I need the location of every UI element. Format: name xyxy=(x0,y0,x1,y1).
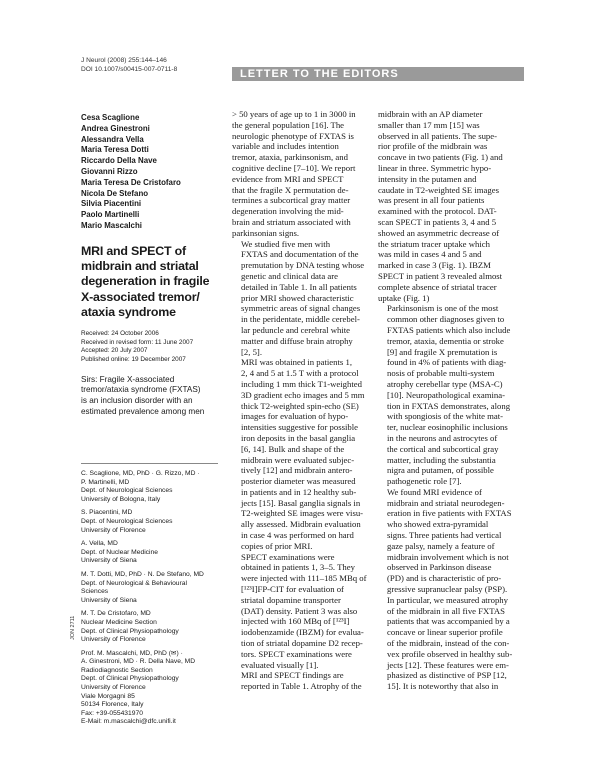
affiliation-line: P. Martinelli, MD xyxy=(81,478,130,486)
text-line: T2-weighted SE images were visu- xyxy=(241,508,364,519)
body-column-2 xyxy=(232,109,377,692)
text-line: striatal dopamine transporter xyxy=(241,594,341,605)
text-line: was present in all four patients xyxy=(378,195,485,206)
text-line: in the peridentate, middle cerebel- xyxy=(241,314,360,325)
front-matter-column xyxy=(81,113,225,418)
affiliation-line: Dept. of Neurological Sciences xyxy=(81,517,173,525)
text-line: degeneration involving the mid- xyxy=(232,206,344,217)
published-date: Published online: 19 December 2007 xyxy=(81,356,186,364)
text-line: detailed in Table 1. In all patients xyxy=(241,281,357,292)
text-line: ally assessed. Midbrain evaluation xyxy=(241,519,361,530)
text-line: jects [12]. These features were em- xyxy=(387,659,509,670)
text-line: copies of prior MRI. xyxy=(241,540,313,551)
affiliation-line: Viale Morgagni 85 xyxy=(81,692,135,700)
affiliation-line: Dept. of Neurological & Behavioural xyxy=(81,579,187,587)
text-line: estimated prevalence among men xyxy=(81,407,205,417)
text-line: tremor, ataxia, parkinsonism, and xyxy=(232,152,348,163)
body-paragraph xyxy=(232,239,377,358)
text-line: cognitive decline [7–10]. We report xyxy=(232,162,356,173)
text-line: marked in case 3 (Fig. 1). IBZM xyxy=(378,260,491,271)
title-line: ataxia syndrome xyxy=(81,304,176,319)
text-line: neurologic phenotype of FXTAS is xyxy=(232,130,354,141)
affiliation-line: A. Ginestroni, MD · R. Della Nave, MD xyxy=(81,658,196,666)
text-line: of the midbrain in all five FXTAS xyxy=(387,605,506,616)
text-line: [9] and fragile X premutation is xyxy=(387,346,498,357)
text-line: > 50 years of age up to 1 in 3000 in xyxy=(232,109,356,119)
text-line: concave in two patients (Fig. 1) and xyxy=(378,152,503,163)
text-line: jects [15]. Basal ganglia signals in xyxy=(241,497,361,508)
text-line: of the midbrain, instead of the con- xyxy=(387,638,510,649)
text-line: midbrain with an AP diameter xyxy=(378,109,483,119)
text-line: gaze palsy, namely a feature of xyxy=(387,540,495,551)
text-line: patients that was accompanied by a xyxy=(387,616,510,627)
title-line: X-associated tremor/ xyxy=(81,289,200,304)
body-paragraph xyxy=(378,109,523,303)
affiliation-line: Nuclear Medicine Section xyxy=(81,618,157,626)
author-name: Paolo Martinelli xyxy=(81,210,140,220)
author-name: Alessandra Vella xyxy=(81,134,144,144)
affiliation-block xyxy=(81,650,221,727)
text-line: FXTAS patients which also include xyxy=(387,324,511,335)
author-name: Giovanni Rizzo xyxy=(81,166,138,176)
text-line: prior MRI showed characteristic xyxy=(241,292,354,303)
affiliation-line: S. Piacentini, MD xyxy=(81,509,133,517)
text-line: the striatum tracer uptake which xyxy=(378,238,490,249)
title-line: degeneration in fragile xyxy=(81,274,210,289)
text-line: posterior diameter was measured xyxy=(241,476,356,487)
text-line: including 1 mm thick T1-weighted xyxy=(241,378,362,389)
affiliation-block xyxy=(81,509,221,535)
affiliation-line: University of Florence xyxy=(81,684,146,692)
text-line: symmetric areas of signal changes xyxy=(241,303,361,314)
side-code: JON 2711 xyxy=(70,615,76,640)
affiliation-line: E-Mail: m.mascalchi@dfc.unifi.it xyxy=(81,718,176,726)
affiliation-line: Dept. of Clinical Physiopathology xyxy=(81,627,179,635)
text-line: midbrain were evaluated subjec- xyxy=(241,454,355,465)
text-line: [10]. Neuropathological examina- xyxy=(387,389,505,400)
affiliation-line: University of Siena xyxy=(81,596,137,604)
affiliation-divider xyxy=(81,463,218,464)
text-line: examined with the protocol. DAT- xyxy=(378,206,497,217)
text-line: in patients and in 12 healthy sub- xyxy=(241,486,357,497)
text-line: thick T2-weighted spin-echo (SE) xyxy=(241,400,359,411)
text-line: Sirs: Fragile X-associated xyxy=(81,374,175,384)
affiliation-line: M. T. De Cristofaro, MD xyxy=(81,610,151,618)
text-line: showed an asymmetric decrease of xyxy=(378,227,500,238)
text-line: [¹²³I]FP-CIT for evaluation of xyxy=(241,584,344,595)
text-line: was mild in cases 4 and 5 and xyxy=(378,249,482,260)
citation-line: J Neurol (2008) 255:144–146 xyxy=(81,57,167,64)
affiliation-line: 50134 Florence, Italy xyxy=(81,701,144,709)
text-line: 2, 4 and 5 at 1.5 T with a protocol xyxy=(241,368,359,379)
text-line: common other diagnoses given to xyxy=(387,314,505,325)
text-line: iron deposits in the basal ganglia xyxy=(241,432,356,443)
text-line: tively [12] and midbrain antero- xyxy=(241,465,353,476)
text-line: parkinsonian signs. xyxy=(232,227,300,238)
text-line: iodobenzamide (IBZM) for evalua- xyxy=(241,627,364,638)
affiliation-line: University of Florence xyxy=(81,526,146,534)
text-line: the general population [16]. The xyxy=(232,119,345,130)
body-paragraph xyxy=(378,487,523,692)
text-line: reported in Table 1. Atrophy of the xyxy=(241,681,362,692)
text-line: matter and diffuse brain atrophy xyxy=(241,335,353,346)
text-line: Parkinsonism is one of the most xyxy=(387,303,499,314)
text-line: nosis of probable multi-system xyxy=(387,368,495,379)
text-line: intensities suggestive for possible xyxy=(241,422,359,433)
affiliation-line: University of Florence xyxy=(81,636,146,644)
text-line: evidence from MRI and SPECT xyxy=(232,173,344,184)
text-line: in the neurons and astrocytes of xyxy=(387,432,498,443)
text-line: matter, including the substantia xyxy=(387,454,496,465)
affiliations xyxy=(81,470,221,732)
revised-date: Received in revised form: 11 June 2007 xyxy=(81,338,194,346)
affiliation-line: Radiodiagnostic Section xyxy=(81,666,153,674)
opening-paragraph xyxy=(81,375,225,418)
text-line: gressive supranuclear palsy (PSP). xyxy=(387,584,508,595)
affiliation-line: A. Vella, MD xyxy=(81,540,118,548)
text-line: In particular, we measured atrophy xyxy=(387,594,508,605)
text-line: lar peduncle and cerebral white xyxy=(241,324,351,335)
text-line: MRI was obtained in patients 1, xyxy=(241,357,352,368)
title-line: midbrain and striatal xyxy=(81,259,199,274)
journal-reference xyxy=(81,57,177,74)
text-line: scan SPECT in patients 3, 4 and 5 xyxy=(378,216,497,227)
text-line: observed in all patients. The supe- xyxy=(378,130,498,141)
text-line: ter, nuclear eosinophilic inclusions xyxy=(387,422,508,433)
text-line: caudate in T2-weighted SE images xyxy=(378,184,499,195)
text-line: We studied five men with xyxy=(241,238,331,249)
text-line: midbrain involvement which is not xyxy=(387,551,509,562)
text-line: brain and striatum associated with xyxy=(232,216,351,227)
text-line: rior profile of the midbrain was xyxy=(378,141,488,152)
affiliation-line: Prof. M. Mascalchi, MD, PhD (✉) · xyxy=(81,649,183,657)
author-name: Cesa Scaglione xyxy=(81,113,140,122)
text-line: uptake (Fig. 1) xyxy=(378,292,430,303)
section-banner: LETTER TO THE EDITORS xyxy=(232,67,524,81)
article-title xyxy=(81,244,225,320)
title-line: MRI and SPECT of xyxy=(81,243,186,258)
text-line: obtained in patients 1, 3–5. They xyxy=(241,562,355,573)
text-line: evaluated visually [1]. xyxy=(241,659,319,670)
text-line: the cortical and subcortical gray xyxy=(387,443,499,454)
body-paragraph xyxy=(232,357,377,551)
text-line: variable and includes intention xyxy=(232,141,339,152)
affiliation-block xyxy=(81,610,221,644)
text-line: (DAT) density. Patient 3 was also xyxy=(241,605,358,616)
text-line: pathogenetic role [7]. xyxy=(387,476,462,487)
text-line: [2, 5]. xyxy=(241,346,262,357)
text-line: We found MRI evidence of xyxy=(387,486,482,497)
affiliation-line: Dept. of Clinical Physiopathology xyxy=(81,675,179,683)
affiliation-line: University of Bologna, Italy xyxy=(81,495,161,503)
text-line: linear in three. Symmetric hypo- xyxy=(378,162,492,173)
affiliation-line: M. T. Dotti, MD, PhD · N. De Stefano, MD xyxy=(81,570,204,578)
text-line: premutation by DNA testing whose xyxy=(241,260,365,271)
text-line: tors. SPECT examinations were xyxy=(241,648,352,659)
affiliation-block xyxy=(81,571,221,605)
author-name: Maria Teresa Dotti xyxy=(81,145,149,155)
text-line: images for evaluation of hypo- xyxy=(241,411,349,422)
affiliation-line: Sciences xyxy=(81,588,109,596)
affiliation-block xyxy=(81,540,221,566)
text-line: observed in Parkinson disease xyxy=(387,562,492,573)
author-name: Andrea Ginestroni xyxy=(81,123,150,133)
author-name: Nicola De Stefano xyxy=(81,188,149,198)
text-line: FXTAS and documentation of the xyxy=(241,249,359,260)
affiliation-line: Dept. of Nuclear Medicine xyxy=(81,548,158,556)
affiliation-line: C. Scaglione, MD, PhD · G. Rizzo, MD · xyxy=(81,470,200,477)
text-line: 15]. It is noteworthy that also in xyxy=(387,681,499,692)
text-line: is an inclusion disorder with an xyxy=(81,396,193,406)
text-line: tremor/ataxia syndrome (FXTAS) xyxy=(81,385,201,395)
text-line: 3D gradient echo images and 5 mm xyxy=(241,389,365,400)
text-line: genetic and clinical data are xyxy=(241,270,338,281)
text-line: eration in five patients with FXTAS xyxy=(387,508,512,519)
text-line: midbrain and striatal neurodegen- xyxy=(387,497,505,508)
text-line: concave or linear superior profile xyxy=(387,627,503,638)
author-name: Riccardo Della Nave xyxy=(81,156,157,166)
text-line: that the fragile X permutation de- xyxy=(232,184,349,195)
history-dates xyxy=(81,330,225,364)
text-line: [6, 14]. Bulk and shape of the xyxy=(241,443,345,454)
doi-line: DOI 10.1007/s00415-007-0711-8 xyxy=(81,65,178,73)
affiliation-line: University of Siena xyxy=(81,557,137,565)
text-line: atrophy cerebellar type (MSA-C) xyxy=(387,378,503,389)
text-line: injected with 160 MBq of [¹²³I] xyxy=(241,616,350,627)
text-line: intensity in the putamen and xyxy=(378,173,477,184)
text-line: SPECT examinations were xyxy=(241,551,335,562)
text-line: SPECT in patient 3 revealed almost xyxy=(378,270,503,281)
text-line: tion in FXTAS demonstrates, along xyxy=(387,400,511,411)
author-list xyxy=(81,113,225,232)
accepted-date: Accepted: 20 July 2007 xyxy=(81,347,148,355)
text-line: MRI and SPECT findings are xyxy=(241,670,344,681)
text-line: signs. Three patients had vertical xyxy=(387,530,502,541)
text-line: complete absence of striatal tracer xyxy=(378,281,497,292)
author-name: Silvia Piacentini xyxy=(81,199,142,209)
text-line: vex profile observed in healthy sub- xyxy=(387,648,513,659)
affiliation-line: Fax: +39-055431970 xyxy=(81,709,143,717)
text-line: with spongiosis of the white mat- xyxy=(387,411,504,422)
affiliation-line: Dept. of Neurological Sciences xyxy=(81,487,173,495)
received-date: Received: 24 October 2006 xyxy=(81,330,159,338)
text-line: were injected with 111–185 MBq of xyxy=(241,573,367,584)
text-line: phasized as distinctive of PSP [12, xyxy=(387,670,507,681)
text-line: smaller than 17 mm [15] was xyxy=(378,119,480,130)
text-line: who showed extra-pyramidal xyxy=(387,519,489,530)
body-paragraph xyxy=(378,303,523,487)
body-column-3 xyxy=(378,109,523,692)
text-line: nigra and putamen, of possible xyxy=(387,465,494,476)
text-line: termines a subcortical gray matter xyxy=(232,195,351,206)
affiliation-block xyxy=(81,470,221,504)
author-name: Mario Mascalchi xyxy=(81,220,142,230)
text-line: tion of striatal dopamine D2 recep- xyxy=(241,638,363,649)
body-paragraph xyxy=(232,670,377,692)
body-paragraph xyxy=(232,552,377,671)
body-paragraph xyxy=(232,109,377,239)
text-line: (PD) and is characteristic of pro- xyxy=(387,573,502,584)
author-name: Maria Teresa De Cristofaro xyxy=(81,177,181,187)
text-line: in case 4 was performed on hard xyxy=(241,530,354,541)
text-line: tremor, ataxia, dementia or stroke xyxy=(387,335,504,346)
text-line: found in 4% of patients with diag- xyxy=(387,357,507,368)
